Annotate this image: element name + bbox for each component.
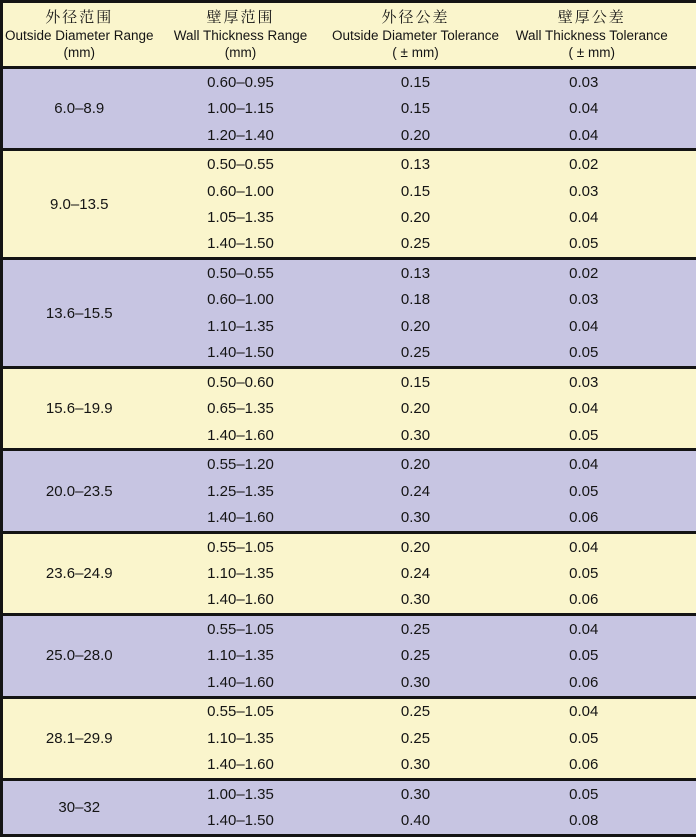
wt-tolerance-cell: 0.04 [506,122,696,150]
od-range-cell: 30–32 [2,780,156,836]
wt-tolerance-cell: 0.06 [506,669,696,697]
wt-range-cell: 0.50–0.55 [156,259,326,287]
wt-tolerance-cell: 0.05 [506,643,696,669]
wt-tolerance-cell: 0.06 [506,587,696,615]
od-tolerance-cell: 0.20 [326,450,506,478]
od-range-cell: 9.0–13.5 [2,150,156,259]
table-header [2,2,696,68]
wt-tolerance-cell: 0.05 [506,422,696,450]
wt-range-cell: 1.40–1.60 [156,587,326,615]
od-range-cell: 6.0–8.9 [2,68,156,150]
od-group [2,615,696,697]
wt-range-cell: 1.10–1.35 [156,643,326,669]
wt-range-cell: 1.00–1.15 [156,95,326,121]
header-en-wt-range: Wall Thickness Range [173,27,308,43]
header-zh-wt-range: 壁厚范围 [206,8,275,26]
table-row [2,532,696,560]
table-row [2,450,696,478]
wt-range-cell: 1.40–1.50 [156,808,326,836]
od-tolerance-cell: 0.15 [326,368,506,396]
wt-range-cell: 1.40–1.60 [156,422,326,450]
od-range-cell: 20.0–23.5 [2,450,156,532]
od-range-cell: 25.0–28.0 [2,615,156,697]
od-tolerance-cell: 0.13 [326,150,506,178]
header-zh-wt-tolerance: 壁厚公差 [557,8,626,26]
od-tolerance-cell: 0.13 [326,259,506,287]
od-tolerance-cell: 0.20 [326,122,506,150]
wt-range-cell: 1.20–1.40 [156,122,326,150]
od-tolerance-cell: 0.30 [326,780,506,808]
header-zh-od-range: 外径范围 [45,8,114,26]
wt-range-cell: 1.10–1.35 [156,725,326,751]
wt-range-cell: 0.55–1.05 [156,615,326,643]
wt-tolerance-cell: 0.02 [506,259,696,287]
wt-range-cell: 1.40–1.60 [156,752,326,780]
wt-tolerance-cell: 0.02 [506,150,696,178]
od-group [2,150,696,259]
od-range-cell: 15.6–19.9 [2,368,156,450]
od-tolerance-cell: 0.15 [326,68,506,96]
header-unit-od-range: (mm) [63,44,95,60]
table-row [2,780,696,808]
header-en-od-tolerance: Outside Diameter Tolerance [331,27,500,43]
wt-tolerance-cell: 0.04 [506,615,696,643]
wt-tolerance-cell: 0.05 [506,725,696,751]
column-header-od-range [2,2,156,68]
od-tolerance-cell: 0.25 [326,615,506,643]
od-group [2,780,696,836]
wt-tolerance-cell: 0.04 [506,313,696,339]
wt-range-cell: 1.00–1.35 [156,780,326,808]
table-row [2,68,696,96]
header-zh-od-tolerance: 外径公差 [381,8,450,26]
od-range-cell: 23.6–24.9 [2,532,156,614]
wt-range-cell: 0.60–1.00 [156,287,326,313]
header-unit-wt-tolerance: ( ± mm) [568,44,615,60]
wt-range-cell: 0.55–1.05 [156,697,326,725]
wt-range-cell: 1.10–1.35 [156,313,326,339]
wt-tolerance-cell: 0.04 [506,396,696,422]
od-tolerance-cell: 0.24 [326,478,506,504]
od-tolerance-cell: 0.20 [326,204,506,230]
wt-range-cell: 1.40–1.50 [156,231,326,259]
wt-tolerance-cell: 0.04 [506,95,696,121]
od-tolerance-cell: 0.20 [326,396,506,422]
wt-tolerance-cell: 0.03 [506,68,696,96]
wt-tolerance-cell: 0.04 [506,204,696,230]
header-en-wt-tolerance: Wall Thickness Tolerance [515,27,668,43]
od-tolerance-cell: 0.20 [326,313,506,339]
wt-range-cell: 1.40–1.60 [156,504,326,532]
od-tolerance-cell: 0.25 [326,725,506,751]
column-header-od-tolerance [326,2,506,68]
header-unit-od-tolerance: ( ± mm) [392,44,439,60]
od-group [2,259,696,368]
od-tolerance-cell: 0.30 [326,587,506,615]
table-row [2,368,696,396]
od-tolerance-cell: 0.24 [326,560,506,586]
wt-range-cell: 1.10–1.35 [156,560,326,586]
od-tolerance-cell: 0.30 [326,504,506,532]
wt-tolerance-cell: 0.03 [506,287,696,313]
wt-range-cell: 0.60–0.95 [156,68,326,96]
od-group [2,450,696,532]
header-en-od-range: Outside Diameter Range [4,27,154,43]
table-row [2,259,696,287]
wt-range-cell: 0.55–1.05 [156,532,326,560]
od-group [2,68,696,150]
od-tolerance-cell: 0.25 [326,340,506,368]
wt-tolerance-cell: 0.05 [506,560,696,586]
wt-range-cell: 1.25–1.35 [156,478,326,504]
column-header-wt-tolerance [506,2,696,68]
wt-range-cell: 0.55–1.20 [156,450,326,478]
wt-tolerance-cell: 0.05 [506,780,696,808]
od-tolerance-cell: 0.15 [326,178,506,204]
od-tolerance-cell: 0.20 [326,532,506,560]
wt-tolerance-cell: 0.03 [506,368,696,396]
wt-range-cell: 0.50–0.55 [156,150,326,178]
od-group [2,368,696,450]
header-unit-wt-range: (mm) [224,44,257,60]
od-tolerance-cell: 0.15 [326,95,506,121]
od-range-cell: 13.6–15.5 [2,259,156,368]
wt-tolerance-cell: 0.05 [506,231,696,259]
wt-tolerance-cell: 0.06 [506,504,696,532]
header-row [2,2,696,68]
wt-tolerance-cell: 0.04 [506,450,696,478]
wt-range-cell: 1.40–1.60 [156,669,326,697]
od-tolerance-cell: 0.30 [326,422,506,450]
table-row [2,150,696,178]
od-tolerance-cell: 0.18 [326,287,506,313]
wt-tolerance-cell: 0.08 [506,808,696,836]
wt-tolerance-cell: 0.06 [506,752,696,780]
column-header-wt-range [156,2,326,68]
wt-tolerance-cell: 0.04 [506,532,696,560]
od-group [2,697,696,779]
wt-tolerance-cell: 0.05 [506,340,696,368]
od-tolerance-cell: 0.25 [326,643,506,669]
wt-range-cell: 0.60–1.00 [156,178,326,204]
wt-tolerance-cell: 0.04 [506,697,696,725]
wt-tolerance-cell: 0.03 [506,178,696,204]
od-tolerance-cell: 0.25 [326,697,506,725]
wt-range-cell: 0.65–1.35 [156,396,326,422]
od-tolerance-cell: 0.25 [326,231,506,259]
od-tolerance-cell: 0.30 [326,669,506,697]
od-tolerance-cell: 0.40 [326,808,506,836]
table-row [2,615,696,643]
table-row [2,697,696,725]
wt-range-cell: 1.05–1.35 [156,204,326,230]
wt-tolerance-cell: 0.05 [506,478,696,504]
wt-range-cell: 1.40–1.50 [156,340,326,368]
od-group [2,532,696,614]
wt-range-cell: 0.50–0.60 [156,368,326,396]
od-tolerance-cell: 0.30 [326,752,506,780]
od-range-cell: 28.1–29.9 [2,697,156,779]
